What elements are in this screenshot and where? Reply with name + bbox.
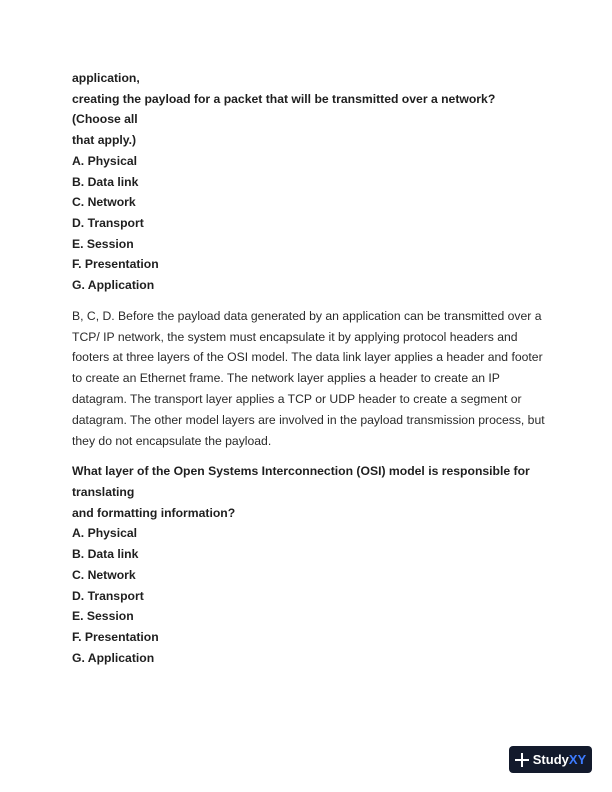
studyxy-logo-text	[533, 752, 586, 767]
question-1-option-g: G. Application	[72, 278, 155, 293]
question-2-line: and formatting information?	[72, 505, 236, 520]
question-1-line: application,	[72, 71, 140, 85]
question-1-line: creating the payload for a packet that will be transmitted over a network?	[72, 91, 496, 106]
answer-1-line: datagram. The transport layer applies a TCP or UDP header to create a segment or	[72, 391, 522, 406]
answer-1-line: B, C, D. Before the payload data generated by an application can be transmitted over a	[72, 308, 542, 323]
answer-1	[72, 306, 545, 452]
question-2-line: What layer of the Open Systems Interconnection (OSI) model is responsible for	[72, 464, 530, 479]
plus-icon	[515, 753, 529, 767]
answer-1-line: they do not encapsulate the payload.	[72, 433, 272, 448]
question-2-option-f: F. Presentation	[72, 629, 159, 644]
studyxy-logo-badge[interactable]	[509, 746, 592, 773]
question-1-line: that apply.)	[72, 133, 137, 148]
question-2-option-a: A. Physical	[72, 526, 138, 541]
question-1	[72, 68, 542, 296]
question-2-option-c: C. Network	[72, 567, 136, 582]
question-2-option-b: B. Data link	[72, 547, 139, 562]
question-2-option-g: G. Application	[72, 650, 155, 665]
logo-xy-text: XY	[568, 752, 587, 767]
question-2-line: translating	[72, 485, 135, 500]
answer-1-line: to create an Ethernet frame. The network layer applies a header to create an IP	[72, 371, 500, 386]
question-1-option-a: A. Physical	[72, 153, 138, 168]
answer-1-line: footers at three layers of the OSI model. The data link layer applies a header and footer	[72, 350, 543, 365]
answer-1-line: datagram. The other model layers are involved in the payload transmission process, but	[72, 412, 545, 427]
question-1-option-d: D. Transport	[72, 215, 144, 230]
question-1-option-b: B. Data link	[72, 174, 139, 189]
question-2-option-e: E. Session	[72, 609, 134, 624]
answer-1-line: TCP/ IP network, the system must encapsulate it by applying protocol headers and	[72, 329, 518, 344]
question-1-option-c: C. Network	[72, 195, 136, 210]
document-page	[72, 68, 545, 668]
question-1-option-f: F. Presentation	[72, 257, 159, 272]
logo-study-text: Study	[532, 752, 569, 767]
question-1-option-e: E. Session	[72, 236, 134, 251]
question-1-line: (Choose all	[72, 112, 138, 127]
question-2-option-d: D. Transport	[72, 588, 144, 603]
question-2	[72, 461, 542, 668]
